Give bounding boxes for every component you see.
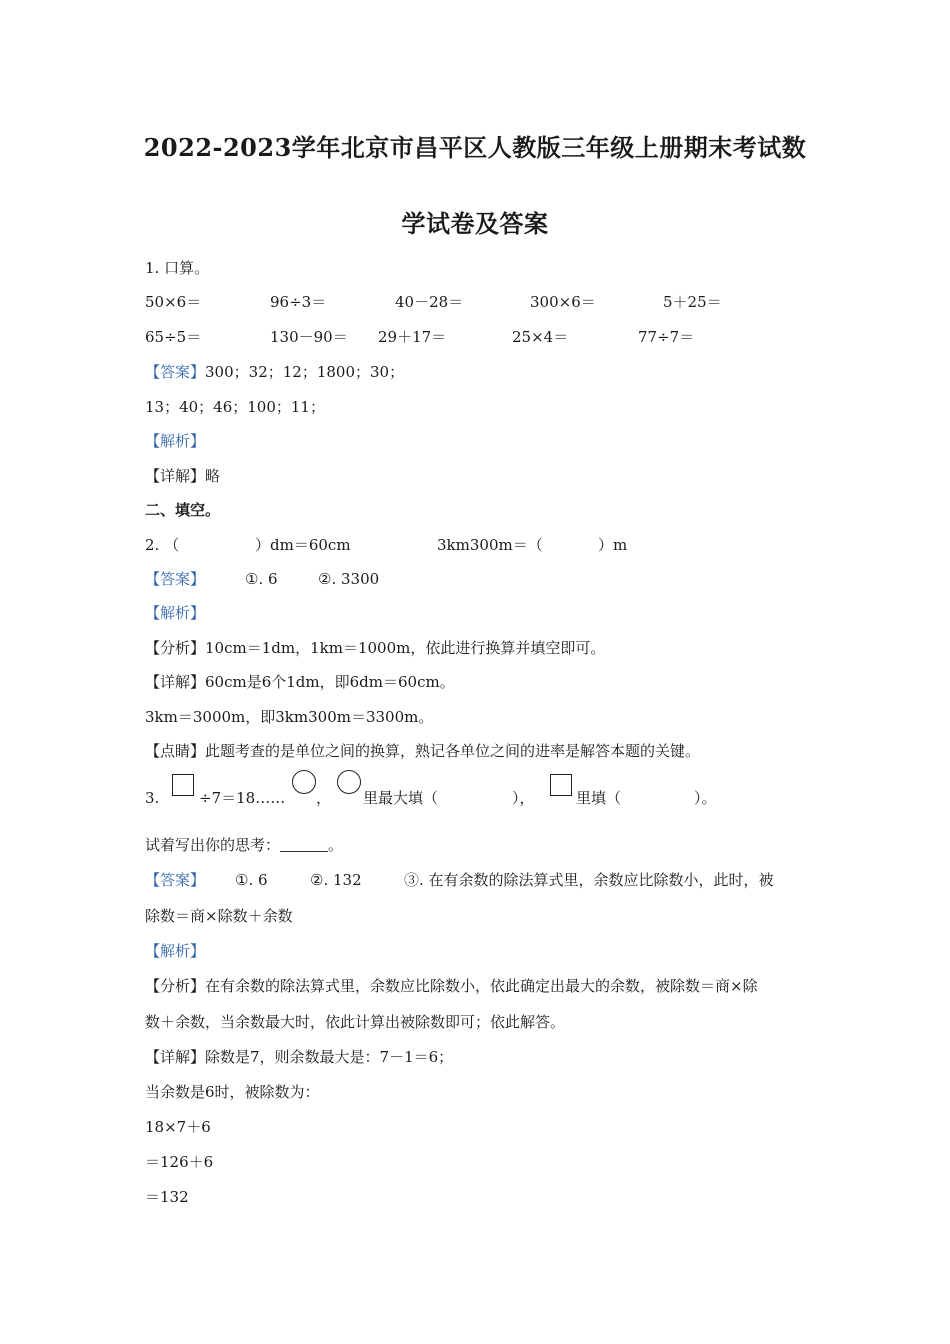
q3-answer-3: ③. 在有余数的除法算式里，余数应比除数小，此时，被	[404, 871, 774, 889]
q2-detail2: 3km＝3000m，即3km300m＝3300m。	[145, 708, 434, 726]
q3-think-end: 。	[328, 836, 344, 854]
q1-expr: 300×6＝	[530, 293, 596, 311]
q3-number: 3.	[145, 789, 160, 807]
q3-calc1: 18×7＋6	[145, 1118, 211, 1136]
q1-expr: 29＋17＝	[378, 328, 447, 346]
q2-dianjing: 【点睛】此题考查的是单位之间的换算，熟记各单位之间的进率是解答本题的关键。	[145, 742, 701, 760]
q3-circle-text: 里最大填（	[363, 789, 439, 807]
q2-prefix: 2. （	[145, 536, 180, 554]
section-heading: 二、填空。	[145, 501, 221, 519]
q1-expr: 50×6＝	[145, 293, 202, 311]
q3-detail2: 当余数是6时，被除数为：	[145, 1083, 320, 1101]
circle-blank-icon	[337, 770, 361, 801]
q2-fenxi: 【分析】10cm＝1dm，1km＝1000m，依此进行换算并填空即可。	[145, 639, 606, 657]
q1-answer-values: 300；32；12；1800；30；	[205, 363, 405, 381]
q3-answer-2: ②. 132	[310, 871, 362, 889]
q3-calc3: ＝132	[145, 1188, 189, 1206]
q1-expr: 130－90＝	[270, 328, 348, 346]
q3-calc2: ＝126＋6	[145, 1153, 214, 1171]
q1-expr: 96÷3＝	[270, 293, 327, 311]
q1-answer-line2: 13；40；46；100；11；	[145, 398, 325, 416]
q3-division: ÷7＝18……	[199, 789, 286, 807]
q2-detail1: 【详解】60cm是6个1dm，即6dm＝60cm。	[145, 673, 455, 691]
q1-answer	[145, 362, 404, 382]
q2-part1-suffix: ）dm＝60cm	[255, 536, 351, 554]
square-blank-icon	[550, 774, 572, 799]
q3-square-text: 里填（	[576, 789, 622, 807]
document-title-line1: 2022-2023学年北京市昌平区人教版三年级上册期末考试数	[143, 133, 807, 162]
q1-expr: 65÷5＝	[145, 328, 202, 346]
square-blank-icon	[172, 774, 194, 799]
q3-answer-1: ①. 6	[235, 871, 268, 889]
q1-analysis-tag: 【解析】	[145, 432, 206, 450]
q1-expr: 77÷7＝	[638, 328, 695, 346]
q3-fenxi2: 数＋余数，当余数最大时，依此计算出被除数即可；依此解答。	[145, 1013, 566, 1031]
q3-close1: ），	[512, 789, 535, 807]
q3-fenxi1: 【分析】在有余数的除法算式里，余数应比除数小，依此确定出最大的余数，被除数＝商×除	[145, 977, 758, 995]
q3-detail1: 【详解】除数是7，则余数最大是：7－1＝6；	[145, 1048, 454, 1066]
answer-tag: 【答案】	[145, 570, 206, 588]
q3-think-label: 试着写出你的思考：	[145, 836, 281, 854]
q2-part2-prefix: 3km300m＝（	[437, 536, 543, 554]
q3-close2: ）。	[694, 789, 717, 807]
q2-answer-2: ②. 3300	[318, 570, 380, 588]
q1-expr: 40－28＝	[395, 293, 464, 311]
q2-analysis-tag: 【解析】	[145, 604, 206, 622]
q3-analysis-tag: 【解析】	[145, 942, 206, 960]
q2-part2-suffix: ）m	[598, 536, 628, 554]
answer-tag: 【答案】	[145, 363, 206, 381]
q1-label: 1. 口算。	[145, 259, 210, 277]
q2-answer-1: ①. 6	[245, 570, 278, 588]
q3-answer-3b: 除数＝商×除数＋余数	[145, 907, 293, 925]
q1-expr: 5＋25＝	[663, 293, 722, 311]
q1-expr: 25×4＝	[512, 328, 569, 346]
answer-tag: 【答案】	[145, 871, 206, 889]
q3-comma: ，	[316, 789, 332, 807]
q1-detail: 【详解】略	[145, 467, 221, 485]
q3-think	[145, 835, 343, 855]
blank-line	[280, 837, 328, 852]
circle-blank-icon	[292, 770, 316, 801]
document-title-line2: 学试卷及答案	[401, 209, 549, 238]
